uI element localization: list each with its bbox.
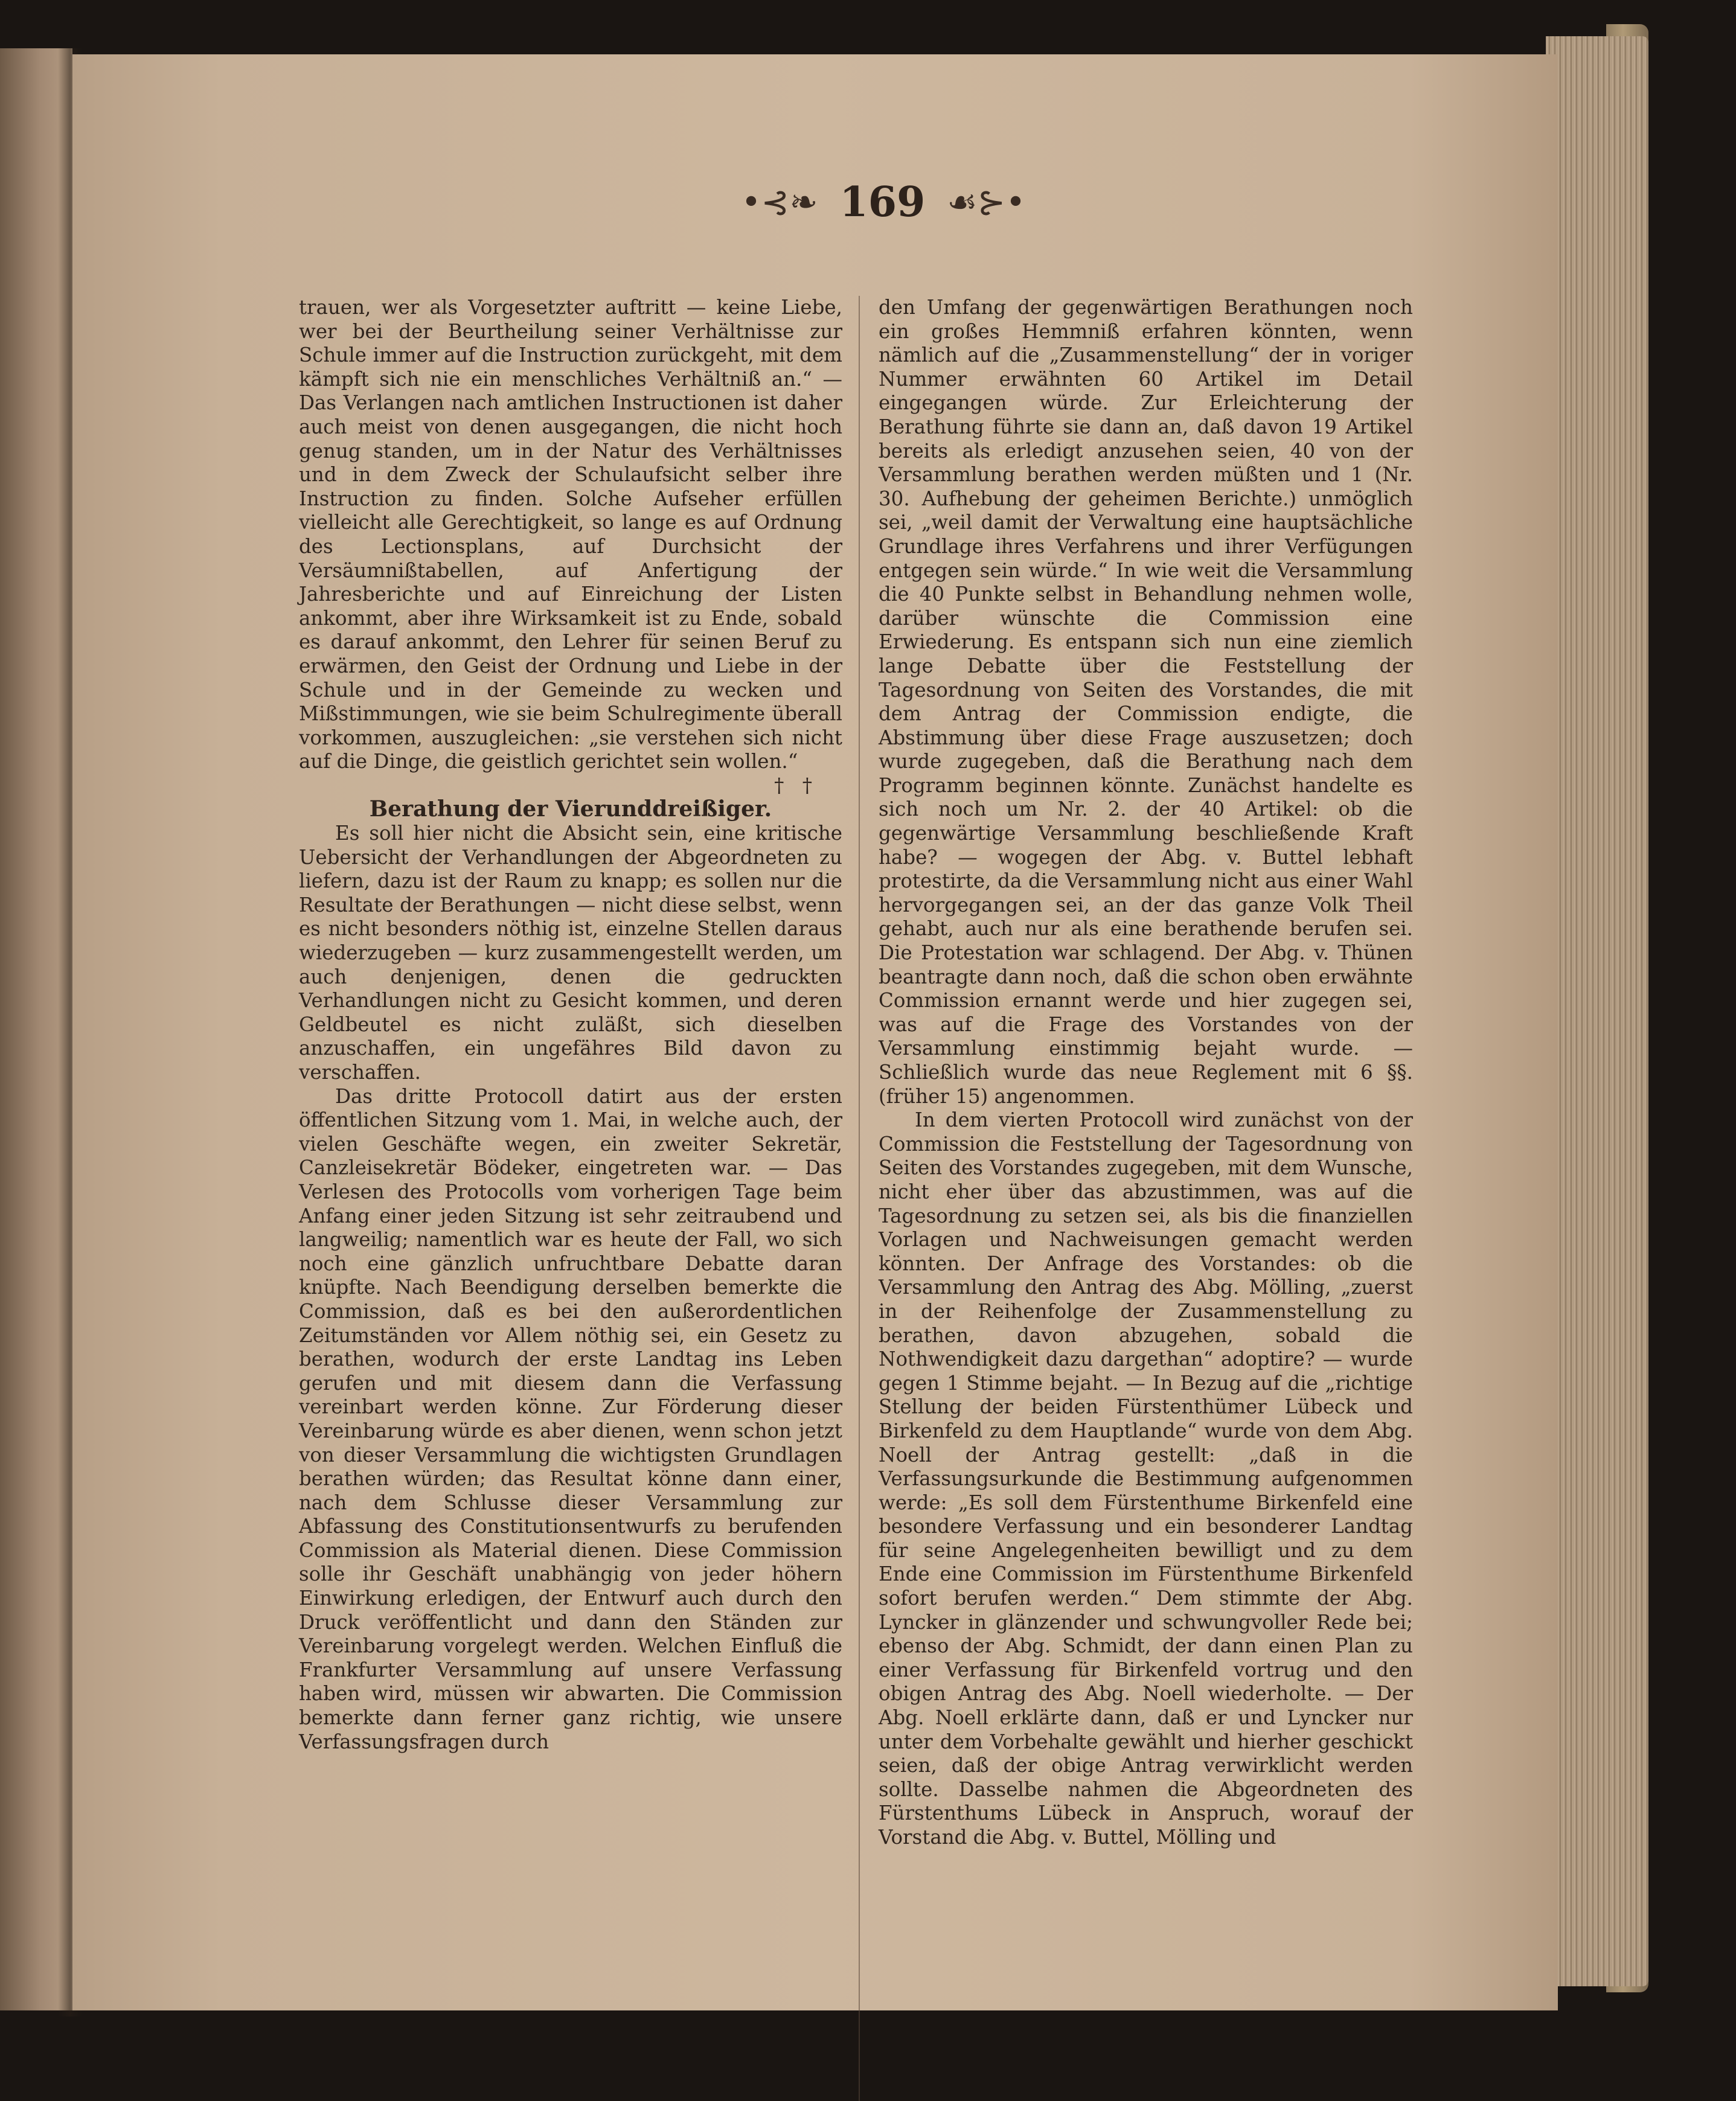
ornament-right-icon: ☙⊱• xyxy=(947,182,1026,222)
left-paragraph-1: trauen, wer als Vorgesetzter auftritt — keine Liebe, wer bei der Beurtheilung seiner Verhältnisse zur Schule immer auf die Instruction zurückgeht, mit dem kämpft sich nie ein menschliches Verhältniß an.“ — Das Verlangen nach amtlichen Instructionen ist daher auch meist von denen ausgegangen, die nicht hoch genug standen, um in der Natur des Verhältnisses und in dem Zweck der Schulaufsicht selber ihre Instruction zu finden. Solche Aufseher erfüllen vielleicht alle Gerechtigkeit, so lange es auf Ordnung des Lectionsplans, auf Durchsicht der Versäumnißtabellen, auf Anfertigung der Jahresberichte und auf Einreichung der Listen ankommt, aber ihre Wirksamkeit ist zu Ende, sobald es darauf ankommt, den Lehrer für seinen Beruf zu erwärmen, den Geist der Ordnung und Liebe in der Schule und in der Gemeinde zu wecken und Mißstimmungen, wie sie beim Schulregimente überall vorkommen, auszugleichen: „sie verstehen sich nicht auf die Dinge, die geistlich gerichtet sein wollen.“ xyxy=(299,296,842,773)
left-paragraph-2: Es soll hier nicht die Absicht sein, eine kritische Uebersicht der Verhandlungen der Abgeordneten zu liefern, dazu ist der Raum zu knapp; es sollen nur die Resultate der Berathungen — nicht diese selbst, wenn es nicht besonders nöthig ist, einzelne Stellen daraus wiederzugeben — kurz zusammengestellt werden, um auch denjenigen, denen die gedruckten Verhandlungen nicht zu Gesicht kommen, und deren Geldbeutel es nicht zuläßt, sich dieselben anzuschaffen, ein ungefähres Bild davon zu verschaffen. xyxy=(299,822,842,1084)
right-paragraph-2: In dem vierten Protocoll wird zunächst von der Commission die Feststellung der Tagesordnung von Seiten des Vorstandes zugegeben, mit dem Wunsche, nicht eher über das abzustimmen, was auf die Tagesordnung zu setzen sei, als bis die finanziellen Vorlagen und Nachweisungen gemacht werden könnten. Der Anfrage des Vorstandes: ob die Versammlung den Antrag des Abg. Mölling, „zuerst in der Reihenfolge der Zusammenstellung zu berathen, davon abzugehen, sobald die Nothwendigkeit dazu dargethan“ adoptire? — wurde gegen 1 Stimme bejaht. — In Bezug auf die „richtige Stellung der beiden Fürstenthümer Lübeck und Birkenfeld zu dem Hauptlande“ wurde von dem Abg. Noell der Antrag gestellt: „daß in die Verfassungsurkunde die Bestimmung aufgenommen werde: „Es soll dem Fürstenthume Birkenfeld eine besondere Verfassung und ein besonderer Landtag für seine Angelegenheiten bewilligt und zu dem Ende eine Commission im Fürstenthume Birkenfeld sofort berufen werden.“ Dem stimmte der Abg. Lyncker in glänzender und schwungvoller Rede bei; ebenso der Abg. Schmidt, der dann einen Plan zu einer Verfassung für Birkenfeld vortrug und den obigen Antrag des Abg. Noell wiederholte. — Der Abg. Noell erklärte dann, daß er und Lyncker nur unter dem Vorbehalte gewählt und hierher geschickt seien, daß der obige Antrag verwirklicht werden sollte. Dasselbe nahmen die Abgeordneten des Fürstenthums Lübeck in Anspruch, worauf der Vorstand die Abg. v. Buttel, Mölling und xyxy=(879,1108,1413,1849)
section-heading: Berathung der Vierunddreißiger. xyxy=(369,796,772,822)
page-header xyxy=(741,169,1025,235)
left-column xyxy=(299,296,842,1754)
column-divider xyxy=(859,296,860,2101)
page-edges xyxy=(1546,36,1648,1986)
crosses-mark: † † xyxy=(774,773,818,797)
right-column xyxy=(879,296,1413,1850)
book-page xyxy=(72,54,1558,2010)
left-paragraph-3: Das dritte Protocoll datirt aus der ersten öffentlichen Sitzung vom 1. Mai, in welche auch, der vielen Geschäfte wegen, ein zweiter Sekretär, Canzleisekretär Bödeker, eingetreten war. — Das Verlesen des Protocolls vom vorherigen Tage beim Anfang einer jeden Sitzung ist sehr zeitraubend und langweilig; namentlich war es heute der Fall, wo sich noch eine gänzlich unfruchtbare Debatte daran knüpfte. Nach Beendigung derselben bemerkte die Commission, daß es bei den außerordentlichen Zeitumständen vor Allem nöthig sei, ein Gesetz zu berathen, wodurch der erste Landtag ins Leben gerufen und mit diesem dann die Verfassung vereinbart werden könne. Zur Förderung dieser Vereinbarung würde es aber dienen, wenn schon jetzt von dieser Versammlung die wichtigsten Grundlagen berathen würden; das Resultat könne dann einer, nach dem Schlusse dieser Versammlung zur Abfassung des Constitutionsentwurfs zu berufenden Commission als Material dienen. Diese Commission solle ihr Geschäft unabhängig von jeder höhern Einwirkung erledigen, der Entwurf auch durch den Druck veröffentlicht und dann den Ständen zur Vereinbarung vorgelegt werden. Welchen Einfluß die Frankfurter Versammlung auf unsere Verfassung haben wird, müssen wir abwarten. Die Commission bemerkte dann ferner ganz richtig, wie unsere Verfassungsfragen durch xyxy=(299,1084,842,1753)
right-paragraph-1: den Umfang der gegenwärtigen Berathungen noch ein großes Hemmniß erfahren könnten, wenn nämlich auf die „Zusammenstellung“ der in voriger Nummer erwähnten 60 Artikel im Detail eingegangen würde. Zur Erleichterung der Berathung führte sie dann an, daß davon 19 Artikel bereits als erledigt anzusehen seien, 40 von der Versammlung berathen werden müßten und 1 (Nr. 30. Aufhebung der geheimen Berichte.) unmöglich sei, „weil damit der Verwaltung eine hauptsächliche Grundlage ihres Verfahrens und ihrer Verfügungen entgegen sein würde.“ In wie weit die Versammlung die 40 Punkte selbst in Behandlung nehmen wolle, darüber wünschte die Commission eine Erwiederung. Es entspann sich nun eine ziemlich lange Debatte über die Feststellung der Tagesordnung von Seiten des Vorstandes, die mit dem Antrag der Commission endigte, die Abstimmung über diese Frage auszusetzen; doch wurde zugegeben, daß die Berathung nach dem Programm beginnen könnte. Zunächst handelte es sich noch um Nr. 2. der 40 Artikel: ob die gegenwärtige Versammlung beschließende Kraft habe? — wogegen der Abg. v. Buttel lebhaft protestirte, da die Versammlung nicht aus einer Wahl hervorgegangen sei, an der das ganze Volk Theil gehabt, auch nur als eine berathende berufen sei. Die Protestation war schlagend. Der Abg. v. Thünen beantragte dann noch, daß die schon oben erwähnte Commission ernannt werde und hier zugegen sei, was auf die Frage des Vorstandes von der Versammlung einstimmig bejaht wurde. — Schließlich wurde das neue Reglement mit 6 §§. (früher 15) angenommen. xyxy=(879,296,1413,1108)
ornament-left-icon: •⊰❧ xyxy=(741,182,818,222)
page-number: 169 xyxy=(839,178,926,226)
